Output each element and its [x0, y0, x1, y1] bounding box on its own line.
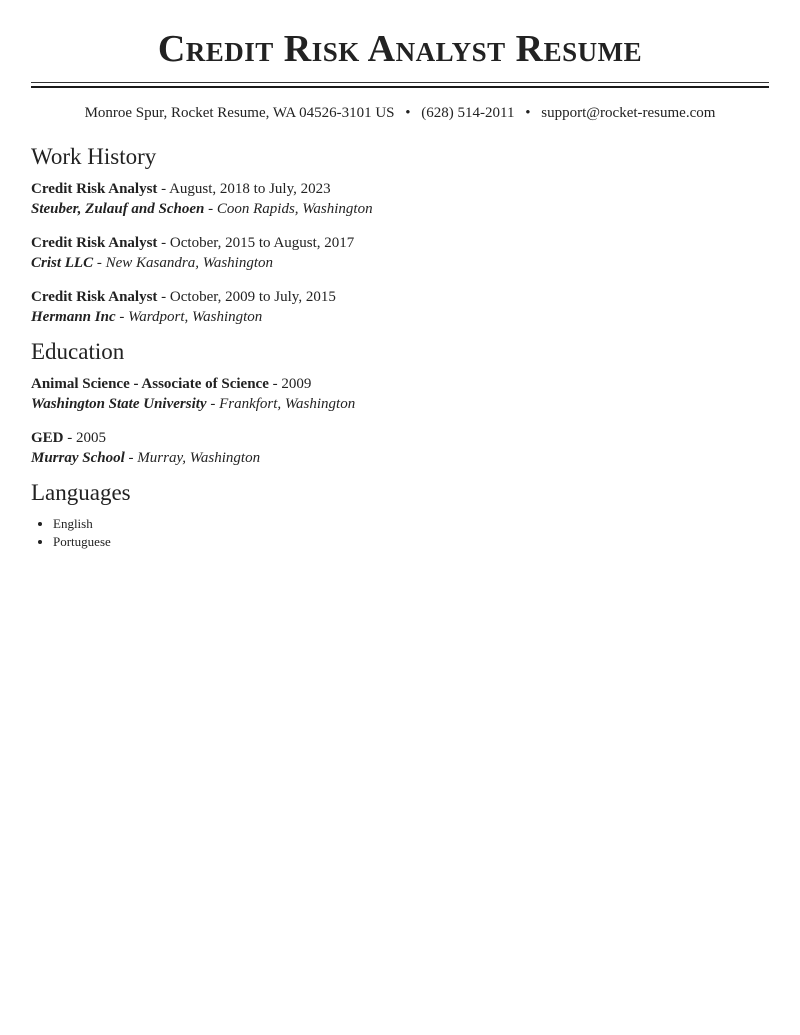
- school-name: Washington State University: [31, 396, 207, 412]
- dash-separator: -: [268, 376, 282, 392]
- dash-separator: -: [63, 430, 77, 446]
- company-location: Coon Rapids, Washington: [216, 201, 373, 217]
- education-entry: [31, 374, 355, 414]
- company-name: Hermann Inc: [31, 309, 116, 325]
- dash-separator: -: [157, 289, 170, 305]
- section-heading-languages: Languages: [31, 480, 131, 505]
- resume-title: Credit Risk Analyst Resume: [157, 28, 643, 70]
- resume-page: [31, 0, 769, 549]
- language-item: • Portuguese: [53, 533, 111, 551]
- job-dates: August, 2018 to July, 2023: [169, 181, 331, 197]
- contact-phone: (628) 514-2011: [421, 105, 515, 121]
- language-item: • English: [53, 515, 111, 533]
- job-title: Credit Risk Analyst: [31, 181, 158, 197]
- company-name: Steuber, Zulauf and Schoen: [31, 201, 205, 217]
- dash-separator: -: [157, 235, 170, 251]
- school-name: Murray School: [31, 450, 125, 466]
- work-entry: [31, 233, 354, 273]
- dash-separator: -: [93, 255, 106, 271]
- graduation-year: 2005: [76, 430, 107, 446]
- header-divider-thin: [31, 82, 769, 83]
- languages-list: [31, 515, 111, 551]
- contact-info: [31, 104, 769, 122]
- dash-separator: -: [115, 309, 129, 325]
- dash-separator: -: [204, 201, 217, 217]
- company-name: Crist LLC: [31, 255, 94, 271]
- header-divider-thick: [31, 86, 769, 88]
- graduation-year: 2009: [281, 376, 312, 392]
- job-title: Credit Risk Analyst: [31, 235, 158, 251]
- education-entry: [31, 428, 260, 468]
- company-location: New Kasandra, Washington: [105, 255, 273, 271]
- bullet-separator: •: [405, 105, 411, 121]
- dash-separator: -: [206, 396, 220, 412]
- school-location: Frankfort, Washington: [219, 396, 356, 412]
- bullet-separator: •: [525, 105, 531, 121]
- work-entry: [31, 287, 336, 327]
- job-dates: October, 2015 to August, 2017: [169, 235, 355, 251]
- contact-address: Monroe Spur, Rocket Resume, WA 04526-3101 US: [84, 105, 395, 121]
- contact-email: support@rocket-resume.com: [541, 105, 716, 121]
- section-heading-work-history: Work History: [31, 144, 157, 169]
- degree: GED: [31, 430, 64, 446]
- work-entry: [31, 179, 373, 219]
- school-location: Murray, Washington: [137, 450, 261, 466]
- job-dates: October, 2009 to July, 2015: [169, 289, 336, 305]
- degree: Animal Science - Associate of Science: [31, 376, 269, 392]
- dash-separator: -: [124, 450, 138, 466]
- company-location: Wardport, Washington: [128, 309, 263, 325]
- dash-separator: -: [157, 181, 170, 197]
- job-title: Credit Risk Analyst: [31, 289, 158, 305]
- section-heading-education: Education: [31, 339, 125, 364]
